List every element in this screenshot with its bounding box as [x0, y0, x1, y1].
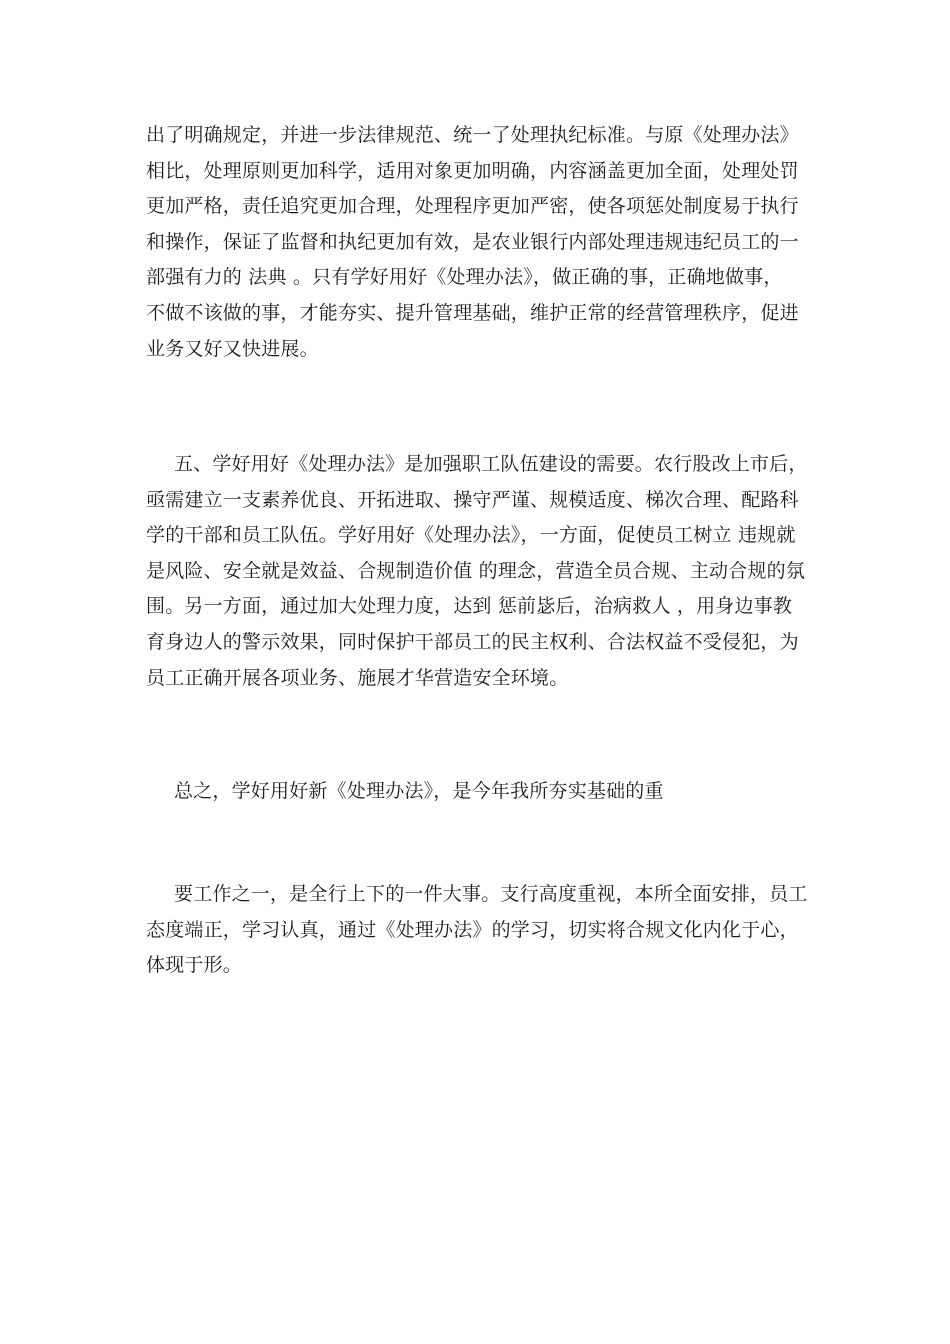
text-line: 部强有力的 法典 。只有学好用好《处理办法》，做正确的事，正确地做事， [146, 266, 783, 289]
text-line: 总之，学好用好新《处理办法》，是今年我所夯实基础的重 [174, 780, 664, 802]
text-line: 亟需建立一支素养优良、开拓进取、操守严谨、规模适度、梯次合理、配路科 [146, 488, 799, 511]
text-line: 要工作之一，是全行上下的一件大事。支行高度重视，本所全面安排，员工 [174, 883, 808, 905]
text-line: 是风险、安全就是效益、合规制造价值 的理念，营造全员合规、主动合规的氛 [146, 559, 806, 582]
text-line: 围。另一方面，通过加大处理力度，达到 惩前毖后，治病救人 ，用身边事教 [146, 595, 793, 618]
text-line: 学的干部和员工队伍。学好用好《处理办法》，一方面，促使员工树立 违规就 [146, 524, 796, 547]
text-line: 和操作，保证了监督和执纪更加有效，是农业银行内部处理违规违纪员工的一 [146, 230, 799, 253]
text-line: 态度端正，学习认真，通过《处理办法》的学习，切实将合规文化内化于心， [146, 918, 799, 941]
paragraph-1 [146, 118, 816, 367]
text-line: 相比，处理原则更加科学，适用对象更加明确，内容涵盖更加全面，处理处罚 [146, 159, 799, 182]
paragraph-3 [146, 774, 816, 810]
text-line: 更加严格，责任追究更加合理，处理程序更加严密，使各项惩处制度易于执行 [146, 195, 799, 218]
text-line: 员工正确开展各项业务、施展才华营造安全环境。 [146, 666, 569, 689]
text-line: 不做不该做的事，才能夯实、提升管理基础，维护正常的经营管理秩序，促进 [146, 301, 799, 324]
text-line: 育身边人的警示效果，同时保护干部员工的民主权利、合法权益不受侵犯，为 [146, 630, 799, 653]
text-line: 体现于形。 [146, 954, 243, 977]
paragraph-2 [146, 447, 816, 696]
text-line: 五、学好用好《处理办法》是加强职工队伍建设的需要。农行股改上市后， [174, 453, 808, 475]
paragraph-4 [146, 877, 816, 984]
text-line: 业务又好又快进展。 [146, 337, 319, 360]
text-line: 出了明确规定，并进一步法律规范、统一了处理执纪标准。与原《处理办法》 [146, 124, 799, 146]
